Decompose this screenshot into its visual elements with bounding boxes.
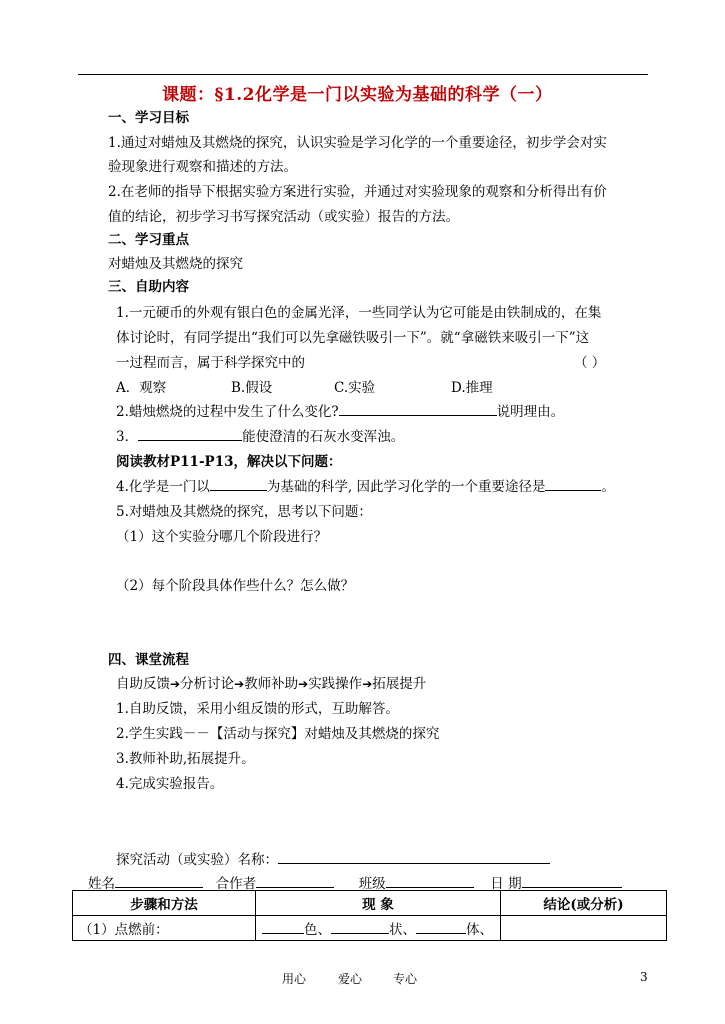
flow-step-1: 自助反馈 xyxy=(116,676,170,692)
question-4-end: 。 xyxy=(601,479,615,495)
header-steps: 步骤和方法 xyxy=(73,891,256,916)
class-field[interactable] xyxy=(386,873,474,888)
question-2 xyxy=(116,400,564,420)
question-4-blank-1[interactable] xyxy=(210,476,267,491)
footer-word-2: 爱心 xyxy=(338,972,363,986)
question-1-line-3: 一过程而言，属于科学探究中的 xyxy=(116,355,305,371)
color-blank[interactable] xyxy=(262,919,304,934)
activity-name-field[interactable] xyxy=(278,849,550,864)
question-5-sub-2: （2）每个阶段具体作些什么？怎么做？ xyxy=(116,578,355,594)
state-suffix: 体、 xyxy=(466,922,493,938)
goal-1-line-1: 1.通过对蜡烛及其燃烧的探究，认识实验是学习化学的一个重要途径，初步学会对实 xyxy=(108,135,607,151)
focus-text: 对蜡烛及其燃烧的探究 xyxy=(108,256,243,272)
section-self-study-heading: 三、自助内容 xyxy=(108,279,189,295)
arrow-right-icon: ➔ xyxy=(170,677,181,691)
footer-word-1: 用心 xyxy=(282,972,307,986)
flow-step-2: 分析讨论 xyxy=(180,676,235,692)
arrow-right-icon: ➔ xyxy=(362,677,373,691)
question-4-blank-2[interactable] xyxy=(545,476,601,491)
page-title: 课题：§1.2化学是一门以实验为基础的科学（一） xyxy=(162,85,553,105)
color-suffix: 色、 xyxy=(304,922,331,938)
section-focus-heading: 二、学习重点 xyxy=(108,232,189,248)
question-5: 5.对蜡烛及其燃烧的探究，思考以下问题： xyxy=(116,504,372,520)
question-3-blank[interactable] xyxy=(138,426,242,441)
flow-line xyxy=(116,672,426,692)
option-c: C.实验 xyxy=(334,380,376,396)
question-4 xyxy=(116,475,615,495)
option-d: D.推理 xyxy=(451,380,493,396)
section-goals-heading: 一、学习目标 xyxy=(108,110,189,126)
name-field[interactable] xyxy=(115,873,203,888)
date-field[interactable] xyxy=(522,873,622,888)
arrow-right-icon: ➔ xyxy=(234,677,245,691)
question-3-text: 能使澄清的石灰水变浑浊。 xyxy=(242,429,405,445)
question-3-number: 3． xyxy=(116,429,139,445)
footer-word-3: 专心 xyxy=(393,972,418,986)
name-label: 姓名 xyxy=(88,876,115,892)
question-1-line-2: 体讨论时，有同学提出“我们可以先拿磁铁吸引一下”。就“拿磁铁来吸引一下”这 xyxy=(116,330,590,346)
row-1-step: （1）点燃前： xyxy=(73,916,256,941)
arrow-right-icon: ➔ xyxy=(298,677,309,691)
section-class-flow-heading: 四、课堂流程 xyxy=(108,652,189,668)
question-2-tail: 说明理由。 xyxy=(496,404,565,420)
row-1-conclusion[interactable] xyxy=(501,916,667,941)
flow-step-4: 实践操作 xyxy=(308,676,363,692)
date-label: 日 期 xyxy=(490,876,522,892)
table-header-row xyxy=(73,891,667,916)
reading-instruction: 阅读教材P11-P13，解决以下问题： xyxy=(116,454,342,470)
flow-item-2: 2.学生实践－－【活动与探究】对蜡烛及其燃烧的探究 xyxy=(116,726,440,742)
header-conclusion: 结论(或分析) xyxy=(501,891,667,916)
shape-suffix: 状、 xyxy=(389,922,416,938)
question-4-text-b: 为基础的科学, 因此学习化学的一个重要途径是 xyxy=(266,479,546,495)
question-3 xyxy=(116,425,404,445)
question-4-text-a: 4.化学是一门以 xyxy=(116,479,210,495)
shape-blank[interactable] xyxy=(331,919,389,934)
question-2-blank[interactable] xyxy=(339,401,497,416)
flow-item-1: 1.自助反馈，采用小组反馈的形式，互助解答。 xyxy=(116,701,399,717)
class-label: 班级 xyxy=(358,876,386,892)
table-row xyxy=(73,916,667,941)
header-rule xyxy=(78,74,648,75)
option-a: A．观察 xyxy=(116,380,167,396)
goal-2-line-1: 2.在老师的指导下根据实验方案进行实验，并通过对实验现象的观察和分析得出有价 xyxy=(108,184,607,200)
goal-1-line-2: 验现象进行观察和描述的方法。 xyxy=(108,159,297,175)
goal-2-line-2: 值的结论，初步学习书写探究活动（或实验）报告的方法。 xyxy=(108,209,459,225)
state-blank[interactable] xyxy=(416,919,466,934)
partner-label: 合作者 xyxy=(215,876,257,892)
activity-name-line xyxy=(116,848,550,868)
report-info-line xyxy=(88,872,622,892)
activity-name-label: 探究活动（或实验）名称： xyxy=(116,852,278,868)
question-1-line-1: 1.一元硬币的外观有银白色的金属光泽，一些同学认为它可能是由铁制成的，在集 xyxy=(116,305,602,321)
flow-item-3: 3.教师补助,拓展提升。 xyxy=(116,751,255,767)
row-1-phenomenon xyxy=(256,916,501,941)
header-phenomenon: 现 象 xyxy=(256,891,501,916)
flow-step-5: 拓展提升 xyxy=(372,676,427,692)
question-5-sub-1: （1）这个实验分哪几个阶段进行？ xyxy=(116,529,328,545)
answer-parentheses: （ ） xyxy=(574,355,606,371)
partner-field[interactable] xyxy=(256,873,334,888)
flow-step-3: 教师补助 xyxy=(244,676,299,692)
page-number: 3 xyxy=(640,970,648,984)
experiment-report-table xyxy=(72,890,667,941)
option-b: B.假设 xyxy=(231,380,273,396)
flow-item-4: 4.完成实验报告。 xyxy=(116,776,224,792)
question-2-text: 2.蜡烛燃烧的过程中发生了什么变化? xyxy=(116,404,339,420)
